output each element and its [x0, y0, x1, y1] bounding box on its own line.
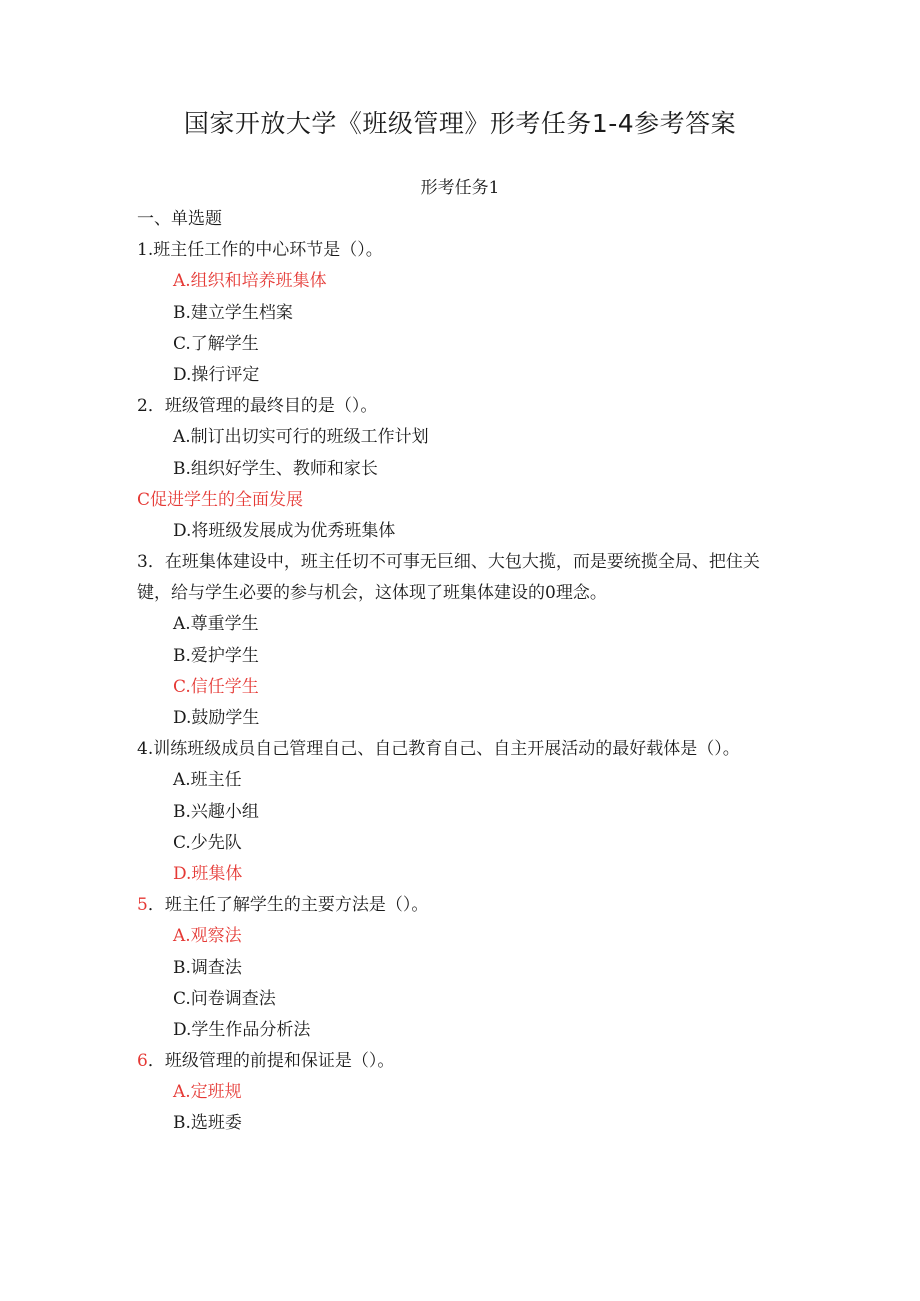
question-4	[137, 734, 787, 765]
option: D.操行评定	[173, 364, 260, 385]
question-1	[137, 235, 787, 266]
option: B.选班委	[173, 1113, 242, 1134]
question-number: 6	[137, 1051, 148, 1072]
question-2	[137, 391, 787, 422]
option: C.少先队	[173, 832, 242, 853]
question-number: 2	[137, 396, 148, 417]
question-number: 4.	[137, 739, 154, 760]
question-stem: ．在班集体建设中，班主任切不可事无巨细、大包大揽，而是要统揽全局、把住关键，给与学生必要的参与机会，这体现了班集体建设的0理念。	[137, 552, 760, 604]
option: B.组织好学生、教师和家长	[173, 458, 378, 479]
option-correct: A.观察法	[173, 926, 242, 947]
option-correct: C促进学生的全面发展	[137, 489, 304, 510]
question-stem: ．班级管理的最终目的是（）。	[147, 396, 378, 417]
option: A.尊重学生	[173, 614, 259, 635]
question-stem: 训练班级成员自己管理自己、自己教育自己、自主开展活动的最好载体是（）。	[153, 739, 740, 760]
document-title: 国家开放大学《班级管理》形考任务1-4参考答案	[183, 109, 737, 138]
option-correct: A.组织和培养班集体	[173, 271, 327, 292]
question-number: 5	[137, 895, 148, 916]
option: C.问卷调查法	[173, 988, 276, 1009]
option: C.了解学生	[173, 333, 259, 354]
question-5	[137, 890, 787, 921]
option-correct: A.定班规	[173, 1082, 242, 1103]
option: B.爱护学生	[173, 645, 259, 666]
section-subtitle: 形考任务1	[420, 178, 500, 198]
question-number: 3	[137, 552, 148, 573]
option: D.学生作品分析法	[173, 1019, 311, 1040]
question-stem: ．班主任了解学生的主要方法是（）。	[147, 895, 429, 916]
option: B.调查法	[173, 957, 242, 978]
option: D.将班级发展成为优秀班集体	[173, 520, 396, 541]
question-stem: ．班级管理的前提和保证是（）。	[147, 1051, 395, 1072]
option: A.制订出切实可行的班级工作计划	[173, 427, 429, 448]
option-correct: D.班集体	[173, 863, 243, 884]
option: B.建立学生档案	[173, 302, 293, 323]
question-type-heading: 一、单选题	[137, 209, 222, 229]
question-number: 1.	[137, 240, 154, 261]
question-6	[137, 1046, 787, 1077]
option: D.鼓励学生	[173, 708, 260, 729]
question-stem: 班主任工作的中心环节是（）。	[153, 240, 383, 261]
option: A.班主任	[173, 770, 242, 791]
question-3	[137, 547, 787, 609]
document-body	[137, 204, 787, 1140]
option-correct: C.信任学生	[173, 676, 259, 697]
option: B.兴趣小组	[173, 801, 259, 822]
